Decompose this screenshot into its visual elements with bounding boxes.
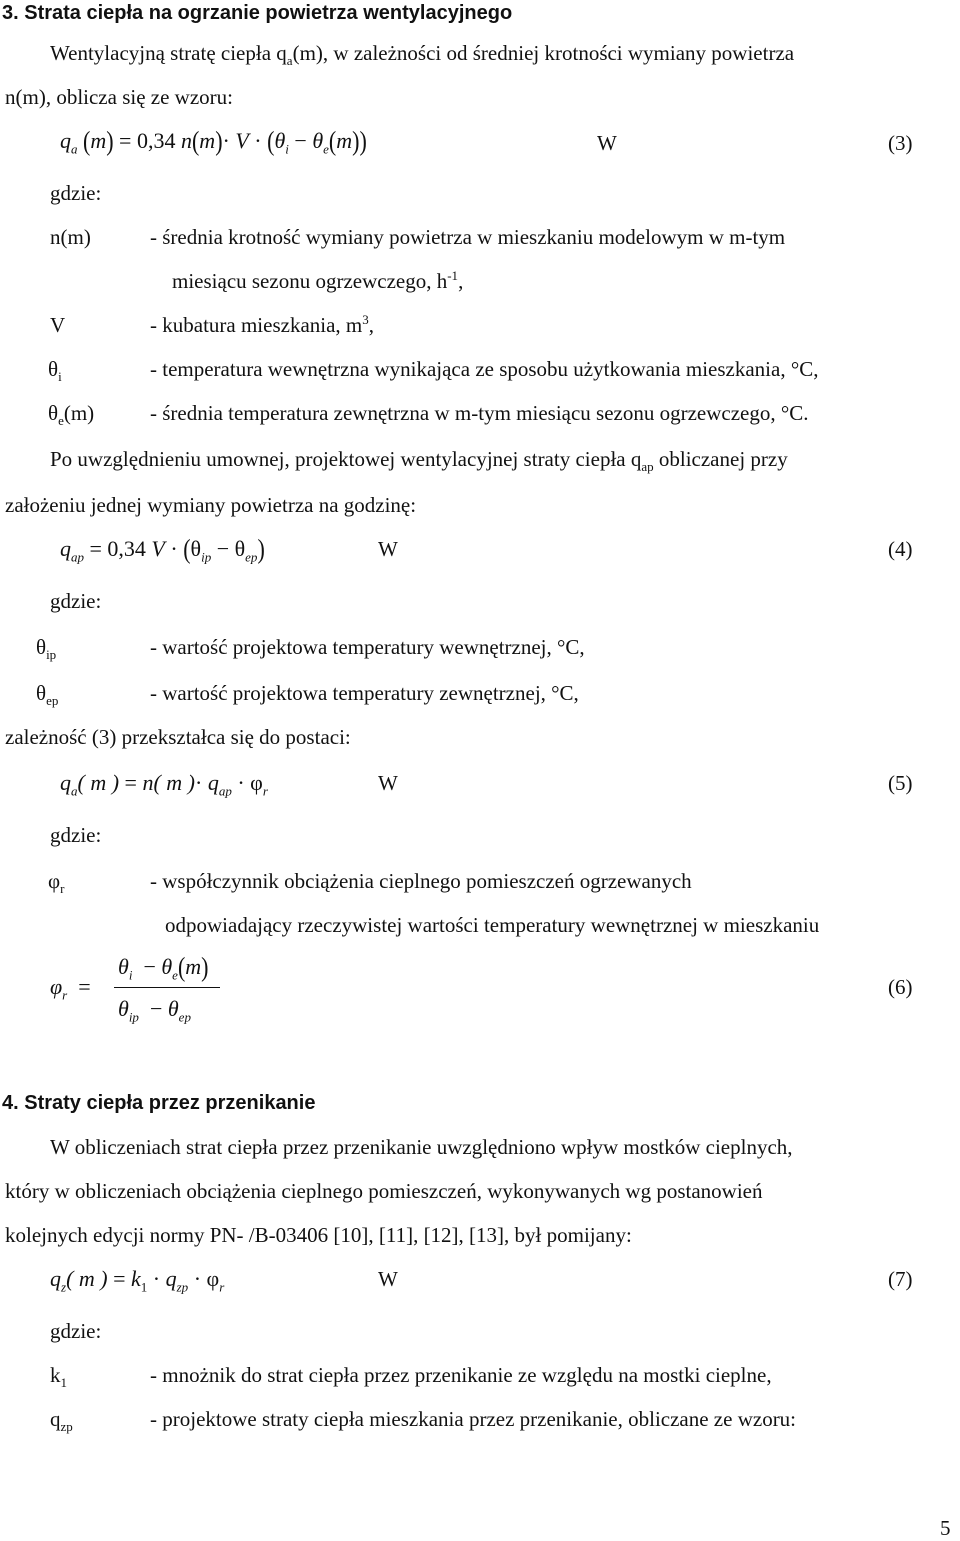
equation-6-fraction-bar bbox=[114, 987, 220, 988]
page-number: 5 bbox=[940, 1516, 951, 1540]
equation-3: $q_a$ (m) = 0,34 $n(m)\cdot V \cdot (\theta_i - \theta_e(m))$ bbox=[60, 124, 367, 157]
where-label-1: gdzie: bbox=[50, 181, 102, 205]
intro-line-1: Wentylacyjną stratę ciepła $q_a(m)$, w zależności od średniej krotności wymiany powietrza bbox=[50, 41, 795, 69]
where-label-2: gdzie: bbox=[50, 589, 102, 613]
def-text-qzp: - projektowe straty ciepła mieszkania przez przenikanie, obliczane ze wzoru: bbox=[150, 1407, 797, 1431]
def-text-theta-e: - średnia temperatura zewnętrzna w m-tym miesiącu sezonu ogrzewczego, °C. bbox=[150, 401, 809, 425]
def-symbol-theta-e: $\theta_e(m)$ bbox=[48, 401, 95, 429]
equation-7-unit: W bbox=[378, 1267, 398, 1291]
equation-6-numerator: $\theta_i - \theta_e(m)$ bbox=[118, 950, 209, 983]
def-symbol-v: V bbox=[50, 313, 66, 337]
def-symbol-qzp: $q_{zp}$ bbox=[50, 1407, 73, 1435]
intro-line-2: n(m), oblicza się ze wzoru: bbox=[5, 85, 233, 109]
equation-4: $q_{ap} = 0,34$ $V \cdot (\theta_{ip} - \theta_{ep})$ bbox=[60, 532, 265, 565]
def-symbol-phi-r: $\varphi_r$ bbox=[48, 869, 65, 897]
def-text-n-cont: miesiącu sezonu ogrzewczego, $h^{-1}$, bbox=[172, 268, 464, 293]
equation-5-number: (5) bbox=[888, 771, 913, 795]
equation-5: $q_a$( m ) = n( m )· $q_{ap} \cdot \varphi_r$ bbox=[60, 770, 268, 799]
equation-4-number: (4) bbox=[888, 537, 913, 561]
def-text-theta-ep: - wartość projektowa temperatury zewnętrznej, °C, bbox=[150, 681, 579, 705]
def-text-theta-i: - temperatura wewnętrzna wynikająca ze sposobu użytkowania mieszkania, °C, bbox=[150, 357, 819, 381]
where-label-3: gdzie: bbox=[50, 823, 102, 847]
section-4-line-3: kolejnych edycji normy PN- /B-03406 [10], [11], [12], [13], był pomijany: bbox=[5, 1223, 632, 1247]
equation-6-lhs: $\varphi_r$ = bbox=[50, 974, 91, 1003]
equation-6-denominator: $\theta_{ip} - \theta_{ep}$ bbox=[118, 996, 191, 1025]
section-4-line-2: który w obliczeniach obciążenia cieplnego pomieszczeń, wykonywanych wg postanowień bbox=[5, 1179, 763, 1203]
equation-3-unit: W bbox=[597, 131, 617, 155]
def-text-v: - kubatura mieszkania, $m^3$, bbox=[150, 312, 375, 337]
section-3-heading: 3. Strata ciepła na ogrzanie powietrza wentylacyjnego bbox=[2, 2, 513, 24]
def-text-k1: - mnożnik do strat ciepła przez przenikanie ze względu na mostki cieplne, bbox=[150, 1363, 772, 1387]
section-4-line-1: W obliczeniach strat ciepła przez przenikanie uwzględniono wpływ mostków cieplnych, bbox=[50, 1135, 793, 1159]
def-symbol-n: n(m) bbox=[50, 225, 91, 249]
para-2-line-2: założeniu jednej wymiany powietrza na godzinę: bbox=[5, 493, 417, 517]
def-symbol-theta-ip: $\theta_{ip}$ bbox=[36, 635, 57, 663]
para-3: zależność (3) przekształca się do postaci: bbox=[5, 725, 351, 749]
def-text-phi-r-cont: odpowiadający rzeczywistej wartości temperatury wewnętrznej w mieszkaniu bbox=[165, 913, 820, 937]
def-text-theta-ip: - wartość projektowa temperatury wewnętrznej, °C, bbox=[150, 635, 585, 659]
def-text-n: - średnia krotność wymiany powietrza w mieszkaniu modelowym w m-tym bbox=[150, 225, 786, 249]
def-symbol-k1: $k_1$ bbox=[50, 1363, 67, 1391]
equation-3-number: (3) bbox=[888, 131, 913, 155]
section-4-heading: 4. Straty ciepła przez przenikanie bbox=[2, 1092, 316, 1114]
para-2-line-1: Po uwzględnieniu umownej, projektowej wentylacyjnej straty ciepła $q_{ap}$ obliczanej przy bbox=[50, 447, 788, 475]
equation-7: $q_z$( m ) = $k_1 \cdot q_{zp} \cdot \varphi_r$ bbox=[50, 1266, 225, 1295]
equation-7-number: (7) bbox=[888, 1267, 913, 1291]
equation-6-number: (6) bbox=[888, 975, 913, 999]
def-text-phi-r: - współczynnik obciążenia cieplnego pomieszczeń ogrzewanych bbox=[150, 869, 692, 893]
def-symbol-theta-i: $\theta_i$ bbox=[48, 357, 62, 385]
where-label-4: gdzie: bbox=[50, 1319, 102, 1343]
equation-4-unit: W bbox=[378, 537, 398, 561]
equation-5-unit: W bbox=[378, 771, 398, 795]
def-symbol-theta-ep: $\theta_{ep}$ bbox=[36, 681, 59, 709]
